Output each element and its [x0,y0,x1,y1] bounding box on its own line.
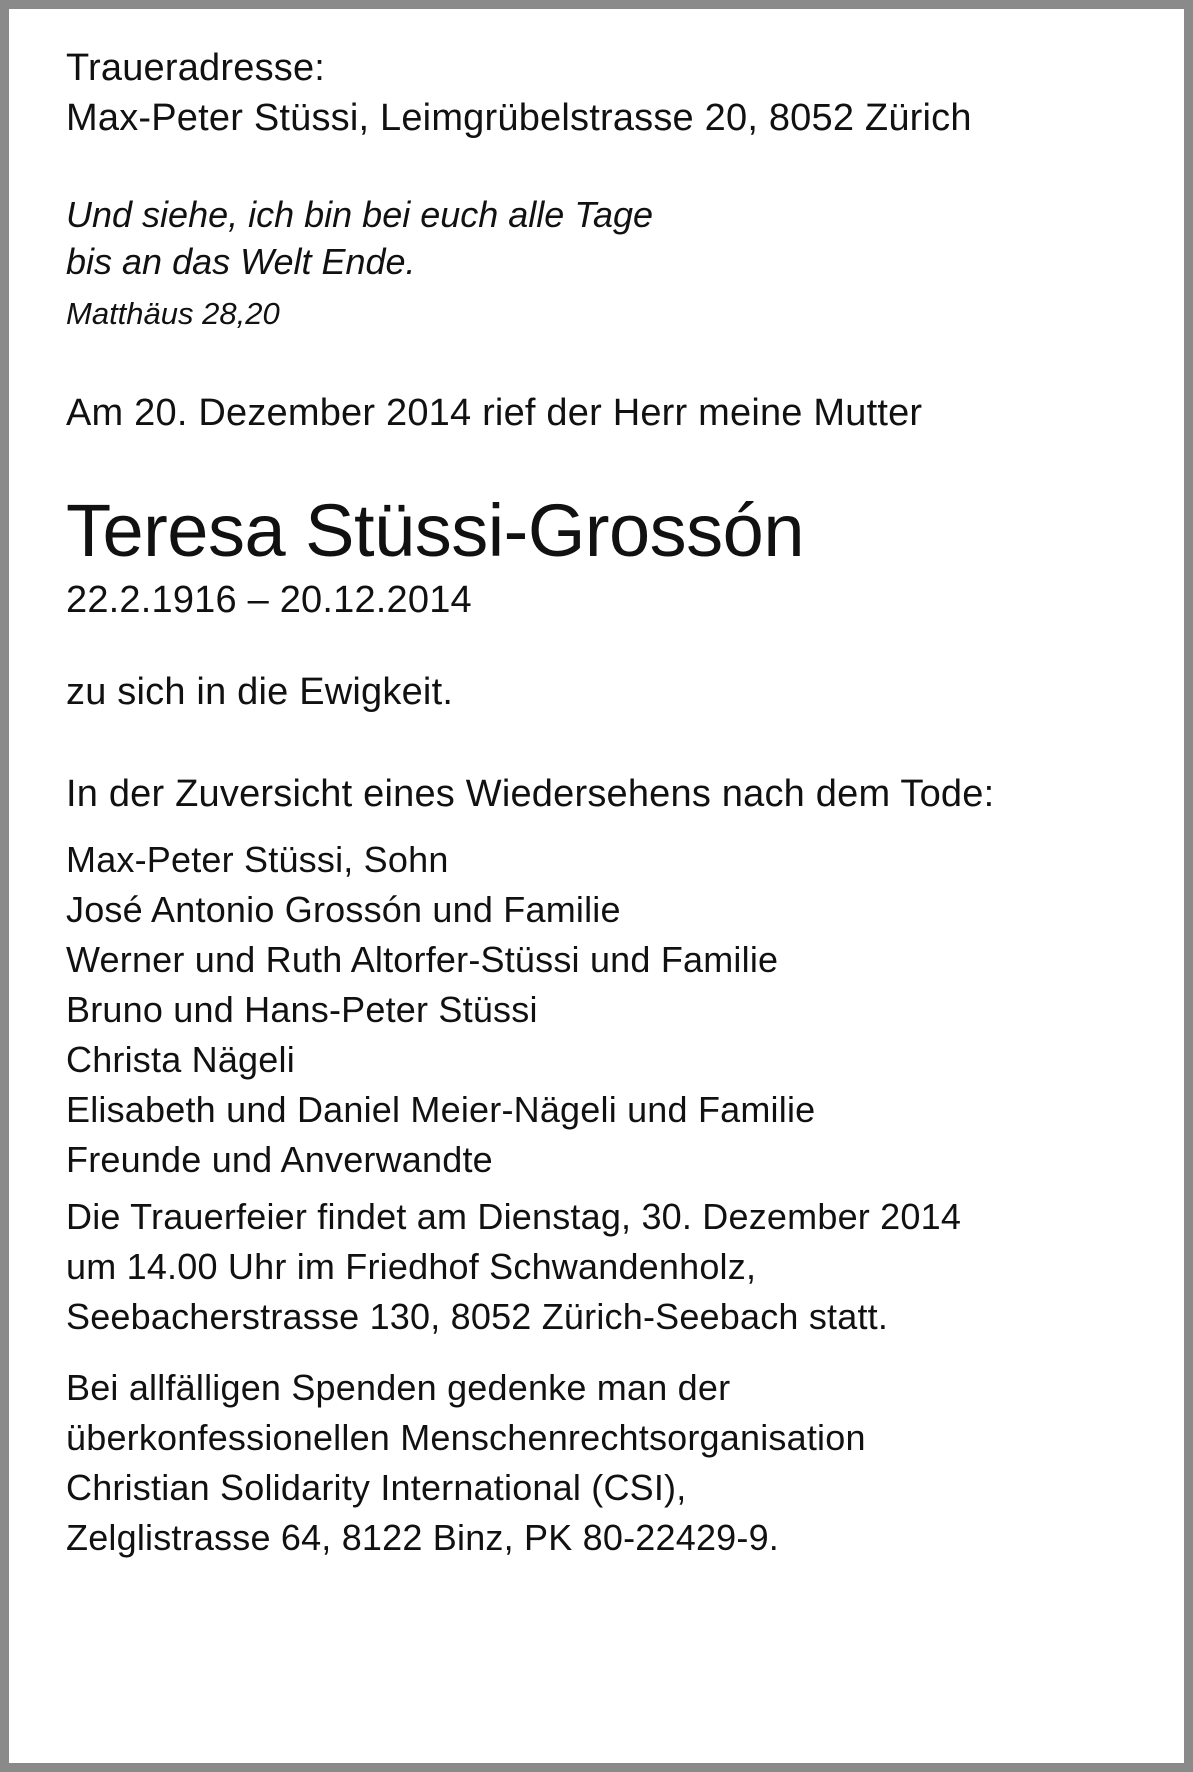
mourner-entry: Werner und Ruth Altorfer-Stüssi und Familie [66,939,779,980]
mourner-entry: Freunde und Anverwandte [66,1139,493,1180]
mourners-heading: In der Zuversicht eines Wiedersehens nach dem Tode: [66,773,995,815]
mourner-entry: Bruno und Hans-Peter Stüssi [66,989,538,1030]
mourner-entry: Max-Peter Stüssi, Sohn [66,839,449,880]
donation-details [66,1363,866,1563]
announcement-outro: zu sich in die Ewigkeit. [66,671,454,713]
service-line: um 14.00 Uhr im Friedhof Schwandenholz, [66,1246,757,1287]
mourning-address [66,43,972,143]
deceased-name: Teresa Stüssi-Grossón [66,489,804,572]
address-label: Traueradresse: [66,47,326,89]
quote-line: Und siehe, ich bin bei euch alle Tage [66,194,654,235]
quote-line: bis an das Welt Ende. [66,241,416,282]
bible-quote [66,191,653,334]
obituary-notice [9,9,1184,1763]
service-details [66,1192,961,1342]
mourner-entry: José Antonio Grossón und Familie [66,889,621,930]
life-dates: 22.2.1916 – 20.12.2014 [66,579,472,621]
mourners-list [66,835,815,1185]
announcement-intro: Am 20. Dezember 2014 rief der Herr meine Mutter [66,392,923,434]
donation-line: Christian Solidarity International (CSI), [66,1467,687,1508]
mourner-entry: Elisabeth und Daniel Meier-Nägeli und Familie [66,1089,816,1130]
service-line: Seebacherstrasse 130, 8052 Zürich-Seebach statt. [66,1296,889,1337]
donation-line: überkonfessionellen Menschenrechtsorganisation [66,1417,866,1458]
quote-reference: Matthäus 28,20 [66,296,280,331]
donation-line: Bei allfälligen Spenden gedenke man der [66,1367,731,1408]
donation-line: Zelglistrasse 64, 8122 Binz, PK 80-22429-9. [66,1517,780,1558]
mourner-entry: Christa Nägeli [66,1039,295,1080]
address-line: Max-Peter Stüssi, Leimgrübelstrasse 20, 8052 Zürich [66,97,972,139]
service-line: Die Trauerfeier findet am Dienstag, 30. Dezember 2014 [66,1196,962,1237]
